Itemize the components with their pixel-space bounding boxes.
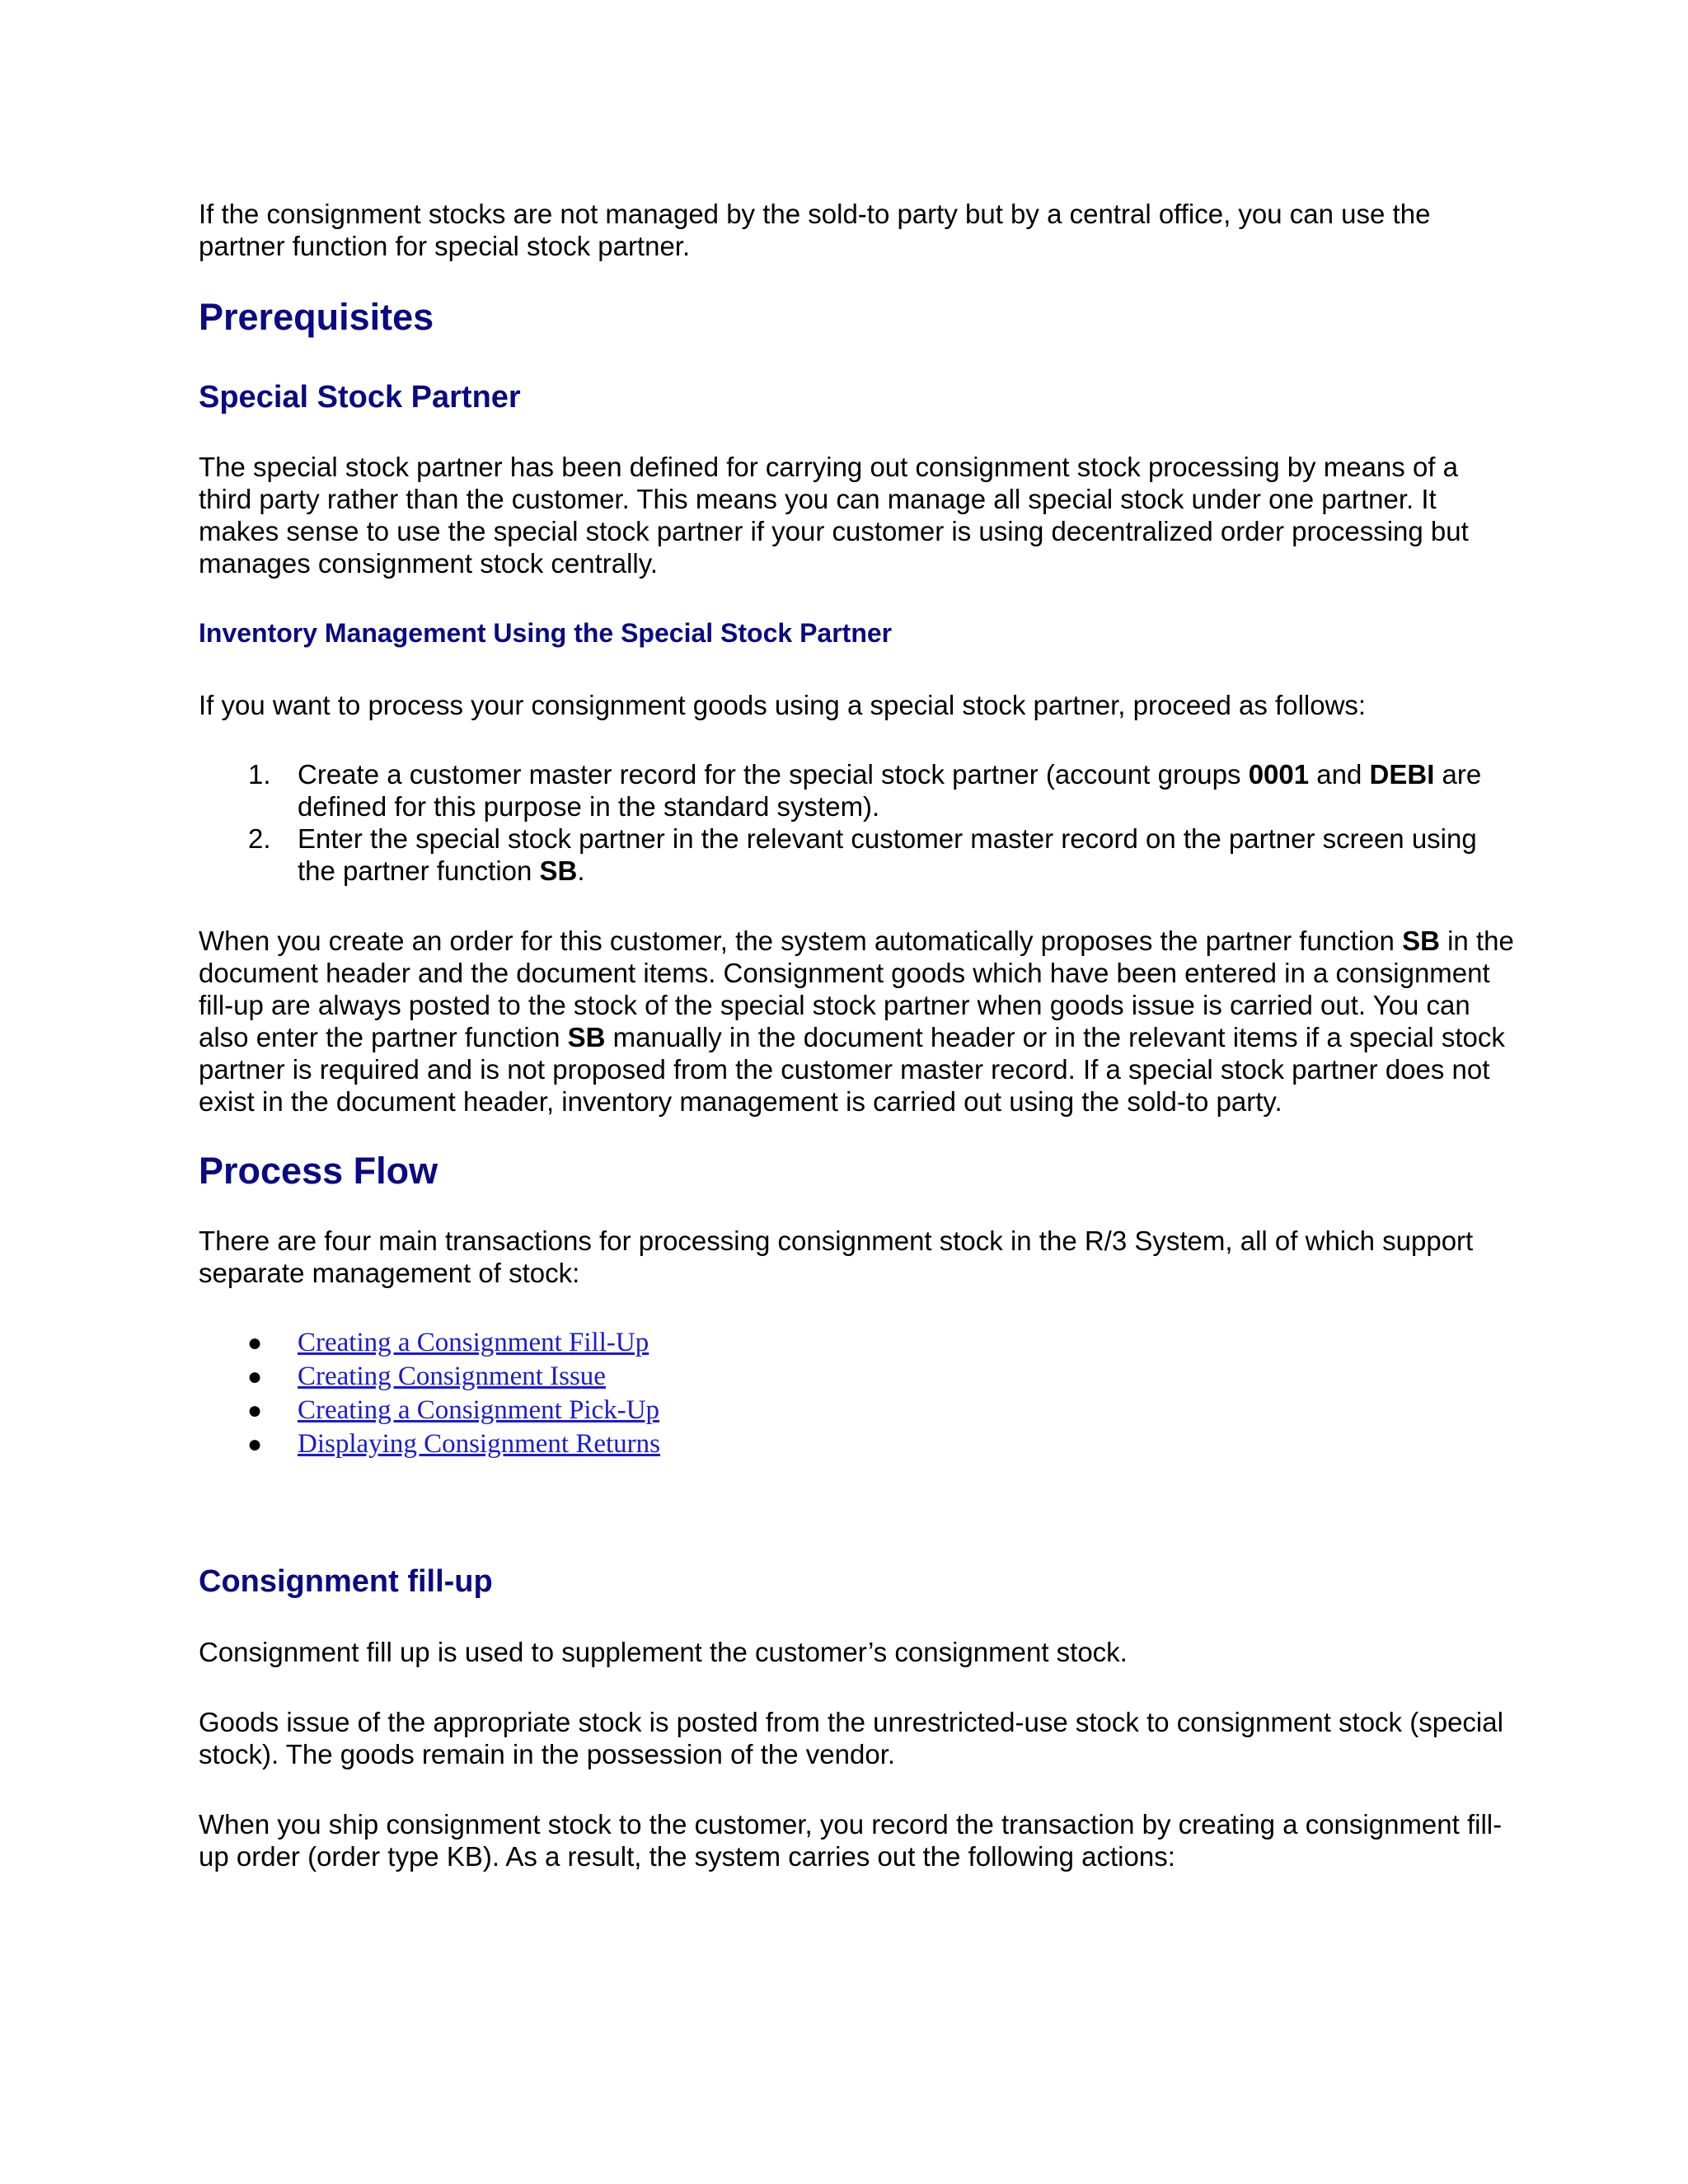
special-stock-partner-paragraph: The special stock partner has been defined for carrying out consignment stock processing by means of a third party rather than the customer. This means you can manage all special stock under one partner. It makes sense to use the special stock partner if your customer is using decentralized order processing but manages consignment stock centrally. xyxy=(199,452,1469,579)
process-flow-links xyxy=(199,1326,1517,1461)
process-flow-intro: There are four main transactions for processing consignment stock in the R/3 System, all of which support separate management of stock: xyxy=(199,1226,1474,1288)
bullet-icon: ● xyxy=(247,1397,263,1424)
link-consignment-returns[interactable]: Displaying Consignment Returns xyxy=(298,1429,660,1459)
goods-issue-paragraph: Goods issue of the appropriate stock is posted from the unrestricted-use stock to consignment stock (special stock). The goods remain in the possession of the vendor. xyxy=(199,1707,1503,1769)
step-number: 2. xyxy=(248,823,271,854)
consignment-fill-up-heading: Consignment fill-up xyxy=(199,1564,493,1599)
step-number: 1. xyxy=(248,759,271,790)
link-consignment-pick-up[interactable]: Creating a Consignment Pick-Up xyxy=(298,1395,660,1425)
inventory-management-heading: Inventory Management Using the Special Stock Partner xyxy=(199,618,893,648)
list-item xyxy=(199,1360,1517,1394)
list-item xyxy=(199,1394,1517,1427)
intro-paragraph: If the consignment stocks are not managed by the sold-to party but by a central office, you can use the partner function for special stock partner. xyxy=(199,199,1431,261)
order-proposal-paragraph: When you create an order for this customer, the system automatically proposes the partner function SB in the document header and the document items. Consignment goods which have been entered in a consignment fill-up are always posted to the stock of the special stock partner when goods issue is carried out. You can also enter the partner function SB manually in the document header or in the relevant items if a special stock partner is required and is not proposed from the customer master record. If a special stock partner does not exist in the document header, inventory management is carried out using the sold-to party. xyxy=(199,926,1514,1117)
list-item xyxy=(199,1326,1517,1360)
document-page xyxy=(199,198,1517,1872)
list-item: 1. Create a customer master record for the special stock partner (account groups 0001 and DEBI are defined for this purpose in the standard system). xyxy=(248,759,1482,822)
prerequisites-heading: Prerequisites xyxy=(199,296,434,338)
process-flow-heading: Process Flow xyxy=(199,1150,438,1192)
list-item: 2. Enter the special stock partner in the relevant customer master record on the partner screen using the partner function SB. xyxy=(248,823,1477,886)
bullet-icon: ● xyxy=(247,1329,263,1357)
special-stock-partner-heading: Special Stock Partner xyxy=(199,380,521,415)
list-item xyxy=(199,1427,1517,1461)
consignment-fill-up-paragraph: Consignment fill up is used to supplement the customer’s consignment stock. xyxy=(199,1637,1128,1667)
bullet-icon: ● xyxy=(247,1363,263,1390)
inventory-management-intro: If you want to process your consignment goods using a special stock partner, proceed as follows: xyxy=(199,690,1367,720)
bullet-icon: ● xyxy=(247,1431,263,1458)
link-consignment-issue[interactable]: Creating Consignment Issue xyxy=(298,1361,606,1391)
ship-consignment-paragraph: When you ship consignment stock to the customer, you record the transaction by creating a consignment fill-up order (order type KB). As a result, the system carries out the following actions: xyxy=(199,1809,1503,1872)
link-consignment-fill-up[interactable]: Creating a Consignment Fill-Up xyxy=(298,1328,649,1357)
steps-list xyxy=(199,758,1517,887)
